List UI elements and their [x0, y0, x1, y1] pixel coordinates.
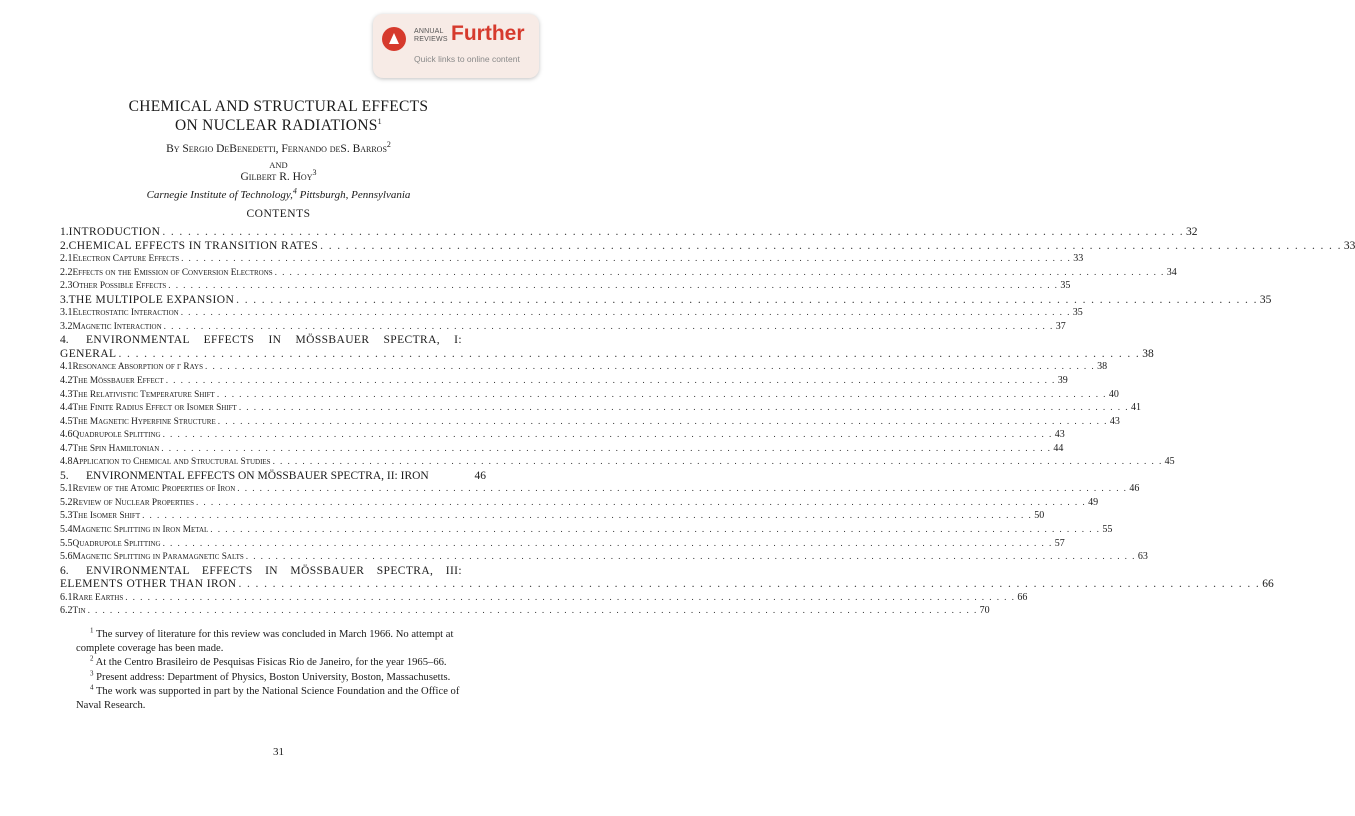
- toc-entry-number: 3.1: [60, 307, 73, 319]
- article-title-line-2: ON NUCLEAR RADIATIONS$^1$: [175, 116, 382, 134]
- toc-entry: [60, 320, 1066, 335]
- authors-and: AND: [269, 160, 288, 170]
- toc-leader-dots: . . . . . . . . . . . . . . . . . . . . . . . . . . . . . . . . . . . . . . . . . . . . . . . . . . . . . . . . . . . . . . . . . . . . . . . . . . . . . . . . . . . . . . . . . . . . . . . . . . . . . . . . . . . . . . . . . . . . . . . .: [274, 267, 1165, 278]
- toc-entry: [60, 334, 486, 348]
- footnote-text: The work was supported in part by the National Science Foundation and the Office of Naval Research.: [76, 686, 460, 711]
- footnote-mark: 3: [90, 669, 94, 678]
- toc-entry-number: 4.7: [60, 442, 73, 454]
- toc-entry: [60, 510, 1045, 524]
- toc-entry-page: 34: [1166, 266, 1177, 278]
- toc-leader-dots: . . . . . . . . . . . . . . . . . . . . . . . . . . . . . . . . . . . . . . . . . . . . . . . . . . . . . . . . . . . . . . . . . . . . . . . . . . . . . . . . . . . . . . . . . . . . . . . . . . . . . . . . . . . . . . . . . . . . . . . .: [162, 538, 1053, 549]
- toc-entry-number: 6.1: [60, 591, 73, 603]
- toc-entry-label: The Magnetic Hyperfine Structure: [72, 416, 216, 427]
- toc-entry-label: ENVIRONMENTAL EFFECTS IN MÖSSBAUER SPECTRA, III:: [86, 564, 462, 577]
- footnote-mark: 2: [90, 654, 94, 663]
- toc-entry-page: 35: [1259, 293, 1272, 306]
- toc-entry-label: The Finite Radius Effect or Isomer Shift: [72, 403, 237, 414]
- toc-entry-number: 2.2: [60, 266, 73, 278]
- authors-line-2: Gilbert R. Hoy$^3$: [240, 168, 317, 183]
- toc-entry: [60, 239, 1355, 254]
- toc-leader-dots: . . . . . . . . . . . . . . . . . . . . . . . . . . . . . . . . . . . . . . . . . . . . . . . . . . . . . . . . . . . . . . . . . . . . . . . . . . . . . . . . . . . . . . . . . . . . . . . . . . . . . . . . . . . . . . . . . . . . . . . .: [216, 389, 1107, 400]
- footnotes: [76, 628, 486, 714]
- toc-entry-page: 44: [1053, 442, 1064, 454]
- toc-leader-dots: . . . . . . . . . . . . . . . . . . . . . . . . . . . . . . . . . . . . . . . . . . . . . . . . . . . . . . . . . . . . . . . . . . . . . . . . . . . . . . . . . . . . . . . . . . . . . . . . . . . . . . . . . . . . . . . . . . . . . . . .: [168, 281, 1059, 292]
- toc-entry: [60, 253, 1084, 267]
- toc-entry: [60, 415, 1120, 430]
- toc-entry-number: 5.1: [60, 483, 73, 495]
- footnote-mark: 4: [90, 683, 94, 692]
- toc-entry-number: 3.2: [60, 320, 73, 332]
- footnote-text: Present address: Department of Physics, Boston University, Boston, Massachusetts.: [93, 671, 451, 683]
- toc-entry: [60, 470, 486, 484]
- toc-leader-dots: . . . . . . . . . . . . . . . . . . . . . . . . . . . . . . . . . . . . . . . . . . . . . . . . . . . . . . . . . . . . . . . . . . . . . . . . . . . . . . . . . . . . . . . . . . . . . . . . . . . . . . . . . . . . . . . . . . . . . . . .: [142, 511, 1033, 522]
- toc-entry-label: Electron Capture Effects: [72, 254, 180, 265]
- toc-entry: [60, 496, 1099, 511]
- toc-entry-number: 5.6: [60, 551, 73, 563]
- toc-entry-label: Rare Earths: [72, 592, 124, 603]
- toc-leader-dots: . . . . . . . . . . . . . . . . . . . . . . . . . . . . . . . . . . . . . . . . . . . . . . . . . . . . . . . . . . . . . . . . . . . . . . . . . . . . . . . . . . . . . . . . . . . . . . . . . . . . . . . . . . . . . . . . . . . . . . . .: [195, 497, 1087, 508]
- toc-entry-page: 41: [1130, 402, 1141, 414]
- toc-entry: [60, 361, 1108, 375]
- annual-reviews-logo-icon: [382, 27, 406, 51]
- annual-reviews-further-badge[interactable]: [373, 14, 539, 78]
- toc-entry-number: 4.1: [60, 361, 73, 373]
- toc-entry-label: ENVIRONMENTAL EFFECTS ON MÖSSBAUER SPECTRA, II: IRON: [86, 469, 429, 482]
- toc-entry-label: Effects on the Emission of Conversion Electrons: [72, 267, 273, 278]
- toc-leader-dots: . . . . . . . . . . . . . . . . . . . . . . . . . . . . . . . . . . . . . . . . . . . . . . . . . . . . . . . . . . . . . . . . . . . . . . . . . . . . . . . . . . . . . . . . . . . . . . . . . . . . . . . . . . . . . . . . . . . . . . . .: [180, 308, 1071, 319]
- toc-leader-dots: . . . . . . . . . . . . . . . . . . . . . . . . . . . . . . . . . . . . . . . . . . . . . . . . . . . . . . . . . . . . . . . . . . . . . . . . . . . . . . . . . . . . . . . . . . . . . . . . . . . . . . . . . . . . . . . . . . . . . . . .: [237, 484, 1128, 495]
- toc-entry-page: 33: [1073, 253, 1084, 265]
- toc-entry-number: 2.3: [60, 280, 73, 292]
- toc-leader-dots: . . . . . . . . . . . . . . . . . . . . . . . . . . . . . . . . . . . . . . . . . . . . . . . . . . . . . . . . . . . . . . . . . . . . . . . . . . . . . . . . . . . . . . . . . . . . . . . . . . . . . . . . . . . . . . . . . . . . . . . .: [236, 293, 1258, 306]
- article-title-line-1: CHEMICAL AND STRUCTURAL EFFECTS: [128, 98, 429, 115]
- toc-entry: [60, 347, 1154, 362]
- toc-entry-label: Review of Nuclear Properties: [72, 497, 194, 508]
- affiliation: Carnegie Institute of Technology,$^4$ Pittsburgh, Pennsylvania: [146, 186, 411, 201]
- toc-entry: [60, 307, 1083, 321]
- toc-leader-dots: . . . . . . . . . . . . . . . . . . . . . . . . . . . . . . . . . . . . . . . . . . . . . . . . . . . . . . . . . . . . . . . . . . . . . . . . . . . . . . . . . . . . . . . . . . . . . . . . . . . . . . . . . . . . . . . . . . . . . . . .: [163, 321, 1054, 332]
- toc-entry-label: Review of the Atomic Properties of Iron: [72, 484, 236, 495]
- toc-entry-number: 4.6: [60, 429, 73, 441]
- toc-entry-label: Application to Chemical and Structural Studies: [72, 457, 271, 468]
- toc-entry-page: 70: [979, 605, 990, 617]
- toc-leader-dots: . . . . . . . . . . . . . . . . . . . . . . . . . . . . . . . . . . . . . . . . . . . . . . . . . . . . . . . . . . . . . . . . . . . . . . . . . . . . . . . . . . . . . . . . . . . . . . . . . . . . . . . . . . . . . . . . . . . . . . . .: [118, 347, 1141, 360]
- toc-entry-label: Magnetic Interaction: [72, 321, 162, 332]
- toc-entry-label: Electrostatic Interaction: [72, 308, 179, 319]
- footnote-text: The survey of literature for this review was concluded in March 1966. No attempt at complete coverage has been made.: [76, 629, 454, 654]
- toc-entry: [60, 578, 1274, 592]
- toc-entry-label-continued: ELEMENTS OTHER THAN IRON: [60, 578, 237, 591]
- toc-leader-dots: . . . . . . . . . . . . . . . . . . . . . . . . . . . . . . . . . . . . . . . . . . . . . . . . . . . . . . . . . . . . . . . . . . . . . . . . . . . . . . . . . . . . . . . . . . . . . . . . . . . . . . . . . . . . . . . . . . . . . . . .: [245, 552, 1136, 563]
- toc-entry-label: Other Possible Effects: [72, 281, 167, 292]
- authors-line-1: By Sergio DeBenedetti, Fernando deS. Barros$^2$: [166, 140, 391, 155]
- toc-entry: [60, 524, 1113, 538]
- toc-entry-page: 43: [1109, 415, 1120, 427]
- toc-entry-number: 4.8: [60, 456, 73, 468]
- toc-entry-number: 4.2: [60, 375, 73, 387]
- toc-entry-page: 35: [1060, 280, 1071, 292]
- toc-entry-page: 39: [1057, 375, 1068, 387]
- toc-entry-label: ENVIRONMENTAL EFFECTS IN MÖSSBAUER SPECTRA, I:: [86, 334, 462, 347]
- toc-entry-number: 2.1: [60, 253, 73, 265]
- toc-entry: [60, 293, 1272, 308]
- toc-entry-label: THE MULTIPOLE EXPANSION: [68, 293, 235, 306]
- toc-entry-label: Quadrupole Splitting: [72, 430, 161, 441]
- footnote: [76, 628, 486, 655]
- toc-entry: [60, 429, 1065, 443]
- toc-entry-number: 4.4: [60, 402, 73, 414]
- toc-entry: [60, 551, 1148, 565]
- toc-entry-label: The Relativistic Temperature Shift: [72, 389, 215, 400]
- toc-entry-label: CHEMICAL EFFECTS IN TRANSITION RATES: [68, 239, 319, 252]
- toc-entry-page: 40: [1108, 388, 1119, 400]
- footnote: [76, 656, 486, 670]
- toc-entry-page: 37: [1055, 320, 1066, 332]
- toc-entry: [60, 402, 1141, 416]
- toc-entry-page: 46: [474, 469, 486, 482]
- toc-entry-label-continued: GENERAL: [60, 347, 117, 360]
- toc-leader-dots: . . . . . . . . . . . . . . . . . . . . . . . . . . . . . . . . . . . . . . . . . . . . . . . . . . . . . . . . . . . . . . . . . . . . . . . . . . . . . . . . . . . . . . . . . . . . . . . . . . . . . . . . . . . . . . . . . . . . . . . .: [181, 254, 1072, 265]
- toc-leader-dots: . . . . . . . . . . . . . . . . . . . . . . . . . . . . . . . . . . . . . . . . . . . . . . . . . . . . . . . . . . . . . . . . . . . . . . . . . . . . . . . . . . . . . . . . . . . . . . . . . . . . . . . . . . . . . . . . . . . . . . . .: [210, 525, 1101, 536]
- footnote-mark: 1: [90, 626, 94, 635]
- toc-entry: [60, 280, 1071, 294]
- toc-entry-number: 4.3: [60, 388, 73, 400]
- toc-leader-dots: . . . . . . . . . . . . . . . . . . . . . . . . . . . . . . . . . . . . . . . . . . . . . . . . . . . . . . . . . . . . . . . . . . . . . . . . . . . . . . . . . . . . . . . . . . . . . . . . . . . . . . . . . . . . . . . . . . . . . . . .: [162, 430, 1053, 441]
- toc-entry-label: The Isomer Shift: [72, 511, 141, 522]
- toc-entry-page: 38: [1097, 361, 1108, 373]
- toc-leader-dots: . . . . . . . . . . . . . . . . . . . . . . . . . . . . . . . . . . . . . . . . . . . . . . . . . . . . . . . . . . . . . . . . . . . . . . . . . . . . . . . . . . . . . . . . . . . . . . . . . . . . . . . . . . . . . . . . . . . . . . . .: [165, 376, 1056, 387]
- toc-leader-dots: . . . . . . . . . . . . . . . . . . . . . . . . . . . . . . . . . . . . . . . . . . . . . . . . . . . . . . . . . . . . . . . . . . . . . . . . . . . . . . . . . . . . . . . . . . . . . . . . . . . . . . . . . . . . . . . . . . . . . . . .: [125, 592, 1016, 603]
- toc-entry-page: 38: [1142, 347, 1154, 360]
- footnote: [76, 685, 486, 712]
- toc-leader-dots: . . . . . . . . . . . . . . . . . . . . . . . . . . . . . . . . . . . . . . . . . . . . . . . . . . . . . . . . . . . . . . . . . . . . . . . . . . . . . . . . . . . . . . . . . . . . . . . . . . . . . . . . . . . . . . . . . . . . . . . .: [272, 457, 1163, 468]
- toc-entry: [60, 456, 1175, 470]
- toc-leader-dots: . . . . . . . . . . . . . . . . . . . . . . . . . . . . . . . . . . . . . . . . . . . . . . . . . . . . . . . . . . . . . . . . . . . . . . . . . . . . . . . . . . . . . . . . . . . . . . . . . . . . . . . . . . . . . . . . . . . . . . . .: [238, 403, 1129, 414]
- toc-entry-number: 4.: [60, 334, 69, 347]
- badge-subtitle: Quick links to online content: [414, 54, 520, 64]
- toc-entry: [60, 388, 1119, 403]
- toc-entry-number: 6.: [60, 564, 69, 577]
- toc-leader-dots: . . . . . . . . . . . . . . . . . . . . . . . . . . . . . . . . . . . . . . . . . . . . . . . . . . . . . . . . . . . . . . . . . . . . . . . . . . . . . . . . . . . . . . . . . . . . . . . . . . . . . . . . . . . . . . . . . . . . . . . .: [205, 362, 1096, 373]
- toc-leader-dots: . . . . . . . . . . . . . . . . . . . . . . . . . . . . . . . . . . . . . . . . . . . . . . . . . . . . . . . . . . . . . . . . . . . . . . . . . . . . . . . . . . . . . . . . . . . . . . . . . . . . . . . . . . . . . . . . . . . . . . . .: [320, 239, 1342, 252]
- toc-entry-number: 5.5: [60, 537, 73, 549]
- toc-entry-page: 49: [1088, 496, 1099, 508]
- toc-entry-label: INTRODUCTION: [68, 226, 161, 238]
- page-number: 31: [273, 746, 284, 758]
- footnote-text: At the Centro Brasileiro de Pesquisas Fisicas Rio de Janeiro, for the year 1965–66.: [93, 657, 447, 669]
- toc-entry: [60, 226, 1198, 240]
- toc-entry-page: 45: [1164, 456, 1175, 468]
- toc-entry-page: 57: [1054, 537, 1065, 549]
- toc-entry: [60, 537, 1065, 552]
- toc-entry-page: 50: [1034, 510, 1045, 522]
- toc-entry-number: 4.5: [60, 415, 73, 427]
- toc-entry-label: Tin: [72, 606, 86, 617]
- toc-entry: [60, 442, 1064, 457]
- toc-leader-dots: . . . . . . . . . . . . . . . . . . . . . . . . . . . . . . . . . . . . . . . . . . . . . . . . . . . . . . . . . . . . . . . . . . . . . . . . . . . . . . . . . . . . . . . . . . . . . . . . . . . . . . . . . . . . . . . . . . . . . . . .: [87, 606, 978, 617]
- toc-entry-page: 43: [1054, 429, 1065, 441]
- toc-entry-page: 46: [1129, 483, 1140, 495]
- toc-entry-page: 63: [1137, 551, 1148, 563]
- toc-leader-dots: . . . . . . . . . . . . . . . . . . . . . . . . . . . . . . . . . . . . . . . . . . . . . . . . . . . . . . . . . . . . . . . . . . . . . . . . . . . . . . . . . . . . . . . . . . . . . . . . . . . . . . . . . . . . . . . . . . . . . . . .: [238, 578, 1261, 591]
- toc-entry-label: The Mössbauer Effect: [72, 376, 164, 387]
- toc-entry-number: 5.2: [60, 496, 73, 508]
- toc-leader-dots: . . . . . . . . . . . . . . . . . . . . . . . . . . . . . . . . . . . . . . . . . . . . . . . . . . . . . . . . . . . . . . . . . . . . . . . . . . . . . . . . . . . . . . . . . . . . . . . . . . . . . . . . . . . . . . . . . . . . . . . .: [162, 226, 1185, 238]
- toc-entry-page: 66: [1017, 591, 1028, 603]
- footnote: [76, 671, 486, 685]
- badge-annual-reviews-label: ANNUAL REVIEWS: [414, 28, 448, 43]
- toc-entry-number: 6.2: [60, 605, 73, 617]
- toc-entry-page: 66: [1262, 578, 1274, 591]
- toc-entry-label: Quadrupole Splitting: [72, 538, 161, 549]
- toc-entry-number: 5.4: [60, 524, 73, 536]
- toc-entry-label: Magnetic Splitting in Iron Metal: [72, 525, 209, 536]
- toc-entry: [60, 483, 1140, 497]
- toc-entry: [60, 591, 1028, 606]
- toc-leader-dots: . . . . . . . . . . . . . . . . . . . . . . . . . . . . . . . . . . . . . . . . . . . . . . . . . . . . . . . . . . . . . . . . . . . . . . . . . . . . . . . . . . . . . . . . . . . . . . . . . . . . . . . . . . . . . . . . . . . . . . . .: [217, 416, 1108, 427]
- toc-entry: [60, 375, 1068, 389]
- toc-entry-number: 1.: [60, 226, 69, 238]
- toc-entry-label: The Spin Hamiltonian: [72, 443, 160, 454]
- table-of-contents: [60, 226, 1355, 619]
- toc-entry: [60, 605, 990, 619]
- toc-entry-page: 32: [1186, 226, 1198, 238]
- contents-heading: CONTENTS: [246, 208, 311, 220]
- toc-entry-page: 55: [1102, 524, 1113, 536]
- toc-entry-number: 5.: [60, 469, 69, 482]
- badge-further-label: Further: [451, 22, 525, 45]
- toc-entry-label: Resonance Absorption of γ Rays: [72, 362, 203, 373]
- toc-entry-label: Magnetic Splitting in Paramagnetic Salts: [72, 552, 244, 563]
- toc-entry-page: 35: [1072, 307, 1083, 319]
- toc-leader-dots: . . . . . . . . . . . . . . . . . . . . . . . . . . . . . . . . . . . . . . . . . . . . . . . . . . . . . . . . . . . . . . . . . . . . . . . . . . . . . . . . . . . . . . . . . . . . . . . . . . . . . . . . . . . . . . . . . . . . . . . .: [161, 443, 1052, 454]
- toc-entry: [60, 266, 1177, 281]
- toc-entry-page: 33: [1343, 239, 1355, 252]
- toc-entry-number: 2.: [60, 239, 69, 252]
- toc-entry-number: 3.: [60, 293, 69, 306]
- toc-entry: [60, 565, 486, 579]
- toc-entry-number: 5.3: [60, 510, 73, 522]
